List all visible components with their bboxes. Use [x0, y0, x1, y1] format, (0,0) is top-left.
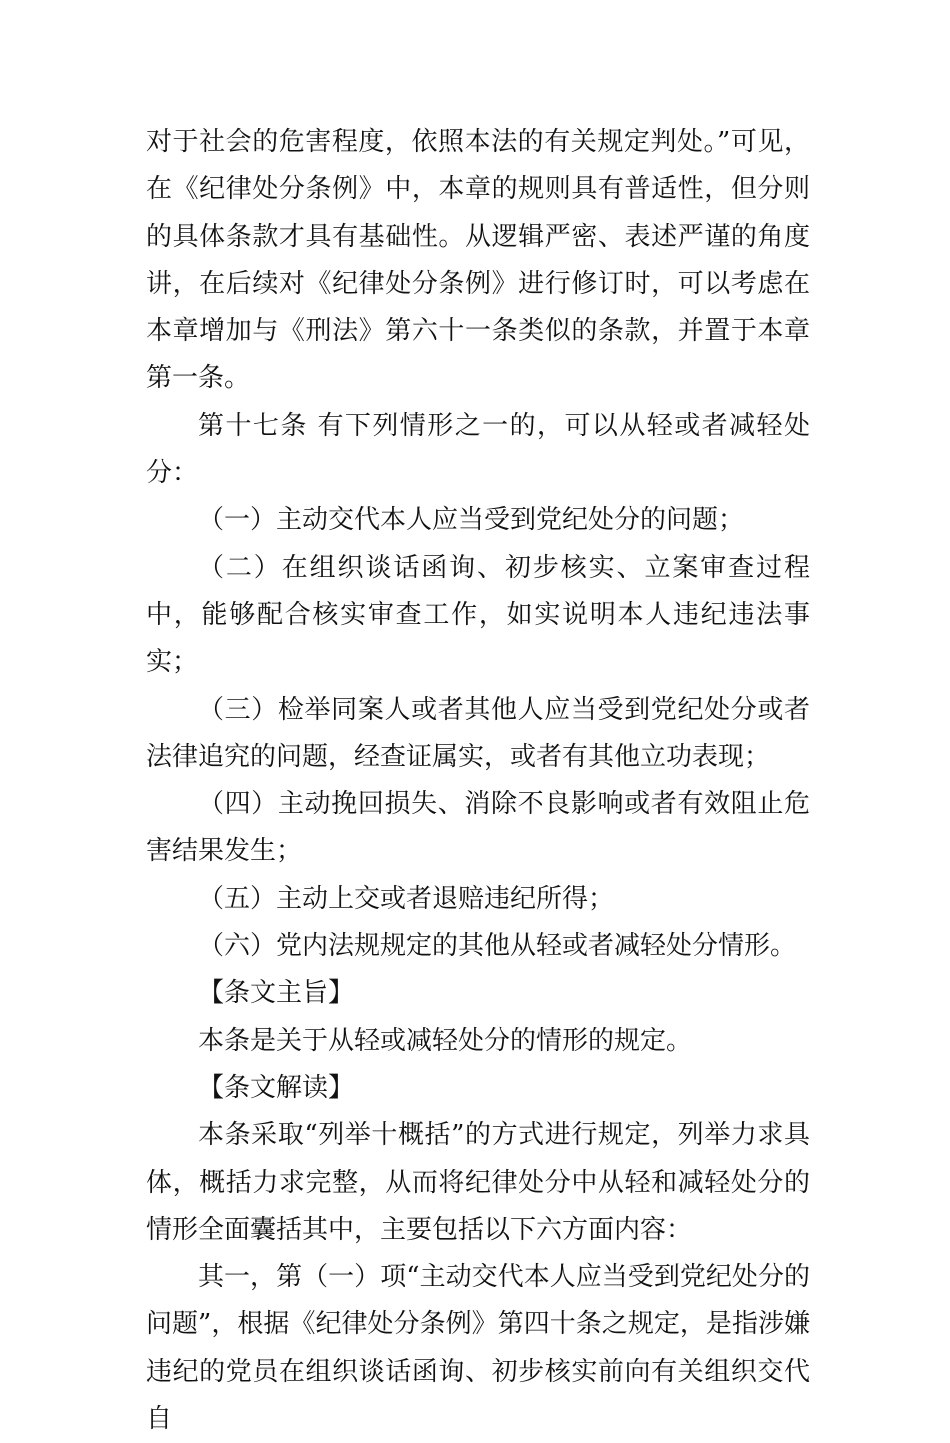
list-item-5: （五）主动上交或者退赔违纪所得；: [198, 883, 615, 914]
article-17-heading: 第十七条 有下列情形之一的，可以从轻或者减轻处分：: [146, 410, 810, 489]
list-item-3: （三）检举同案人或者其他人应当受到党纪处分或者法律追究的问题，经查证属实，或者有其他立功表现；: [146, 694, 810, 772]
document-page: [146, 119, 810, 1443]
list-item-4: （四）主动挽回损失、消除不良影响或者有效阻止危害结果发生；: [146, 789, 810, 867]
section-heading-purpose: 【条文主旨】: [198, 978, 355, 1009]
purpose-paragraph: 本条是关于从轻或减轻处分的情形的规定。: [198, 1025, 693, 1056]
list-item-6: （六）党内法规规定的其他从轻或者减轻处分情形。: [198, 931, 797, 962]
interpretation-paragraph: 本条采取“列举十概括”的方式进行规定，列举力求具体，概括力求完整，从而将纪律处分中从轻和减轻处分的情形全面囊括其中，主要包括以下六方面内容：: [146, 1120, 810, 1245]
section-heading-interpretation: 【条文解读】: [198, 1072, 355, 1103]
list-item-2: （二）在组织谈话函询、初步核实、立案审查过程中，能够配合核实审查工作，如实说明本人违纪违法事实；: [146, 552, 810, 678]
list-item-1: （一）主动交代本人应当受到党纪处分的问题；: [198, 505, 745, 536]
paragraph-continuation: 对于社会的危害程度，依照本法的有关规定判处。”可见，在《纪律处分条例》中，本章的规则具有普适性，但分则的具体条款才具有基础性。从逻辑严密、表述严谨的角度讲，在后续对《纪律处分条例》进行修订时，可以考虑在本章增加与《刑法》第六十一条类似的条款，并置于本章第一条。: [146, 127, 810, 394]
point-one-paragraph: 其一，第（一）项“主动交代本人应当受到党纪处分的问题”，根据《纪律处分条例》第四十条之规定，是指涉嫌违纪的党员在组织谈话函询、初步核实前向有关组织交代自: [146, 1262, 810, 1435]
